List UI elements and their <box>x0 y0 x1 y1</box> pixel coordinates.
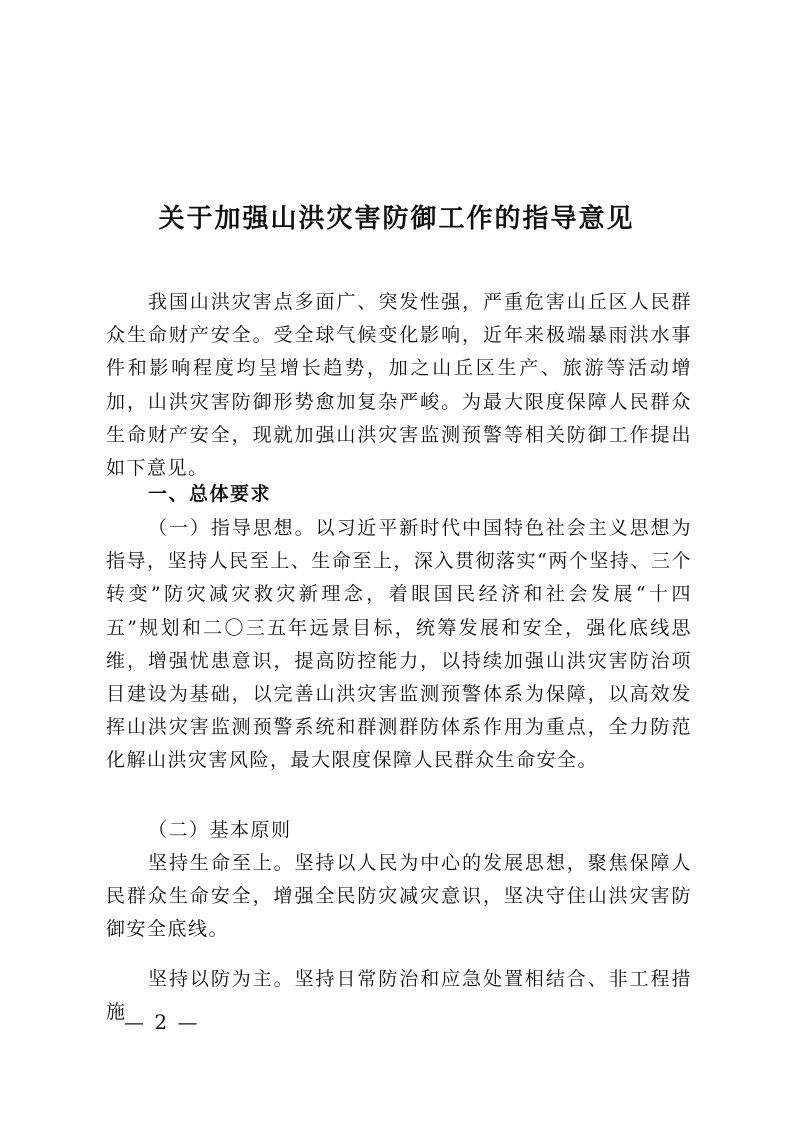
subheading-basic-principles: （二）基本原则 <box>148 819 292 841</box>
section-heading-general-requirements: 一、总体要求 <box>148 483 272 505</box>
document-title: 关于加强山洪灾害防御工作的指导意见 <box>158 204 635 234</box>
principle-prevention-first-paragraph: 坚持以防为主。坚持日常防治和应急处置相结合、非工程措施 <box>106 968 692 1024</box>
page-number: — 2 — <box>124 1010 200 1034</box>
guiding-thought-paragraph: （一）指导思想。以习近平新时代中国特色社会主义思想为指导，坚持人民至上、生命至上，深入贯彻落实“两个坚持、三个转变”防灾减灾救灾新理念，着眼国民经济和社会发展“十四五”规划和二〇三五年远景目标，统筹发展和安全，强化底线思维，增强忧患意识，提高防控能力，以持续加强山洪灾害防治项目建设为基础，以完善山洪灾害监测预警体系为保障，以高效发挥山洪灾害监测预警系统和群测群防体系作用为重点，全力防范化解山洪灾害风险，最大限度保障人民群众生命安全。 <box>106 517 692 772</box>
principle-life-first-paragraph: 坚持生命至上。坚持以人民为中心的发展思想，聚焦保障人民群众生命安全，增强全民防灾减灾意识，坚决守住山洪灾害防御安全底线。 <box>106 852 692 941</box>
intro-paragraph: 我国山洪灾害点多面广、突发性强，严重危害山丘区人民群众生命财产安全。受全球气候变化影响，近年来极端暴雨洪水事件和影响程度均呈增长趋势，加之山丘区生产、旅游等活动增加，山洪灾害防御形势愈加复杂严峻。为最大限度保障人民群众生命财产安全，现就加强山洪灾害监测预警等相关防御工作提出如下意见。 <box>106 291 692 480</box>
